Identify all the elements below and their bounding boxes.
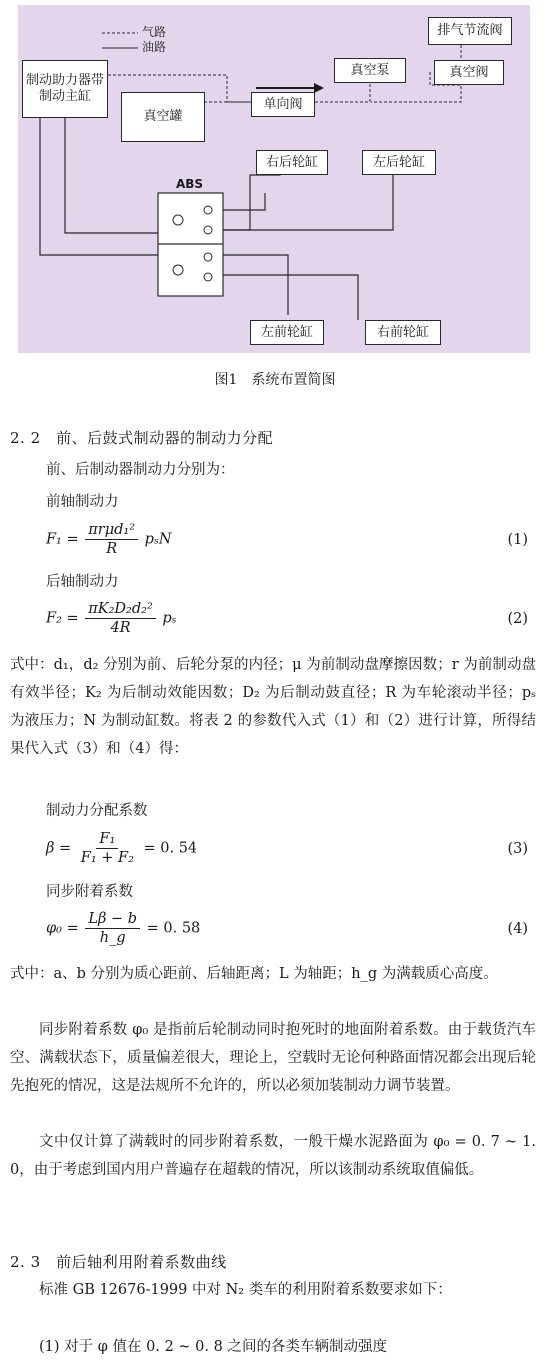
full-load-paragraph: 文中仅计算了满载时的同步附着系数，一般干燥水泥路面为 φ₀ = 0. 7 ~ 1. 0，由于考虑到国内用户普遍存在超载的情况，所以该制动系统取值偏低。 — [10, 1134, 536, 1178]
eq1-number: (1) — [507, 532, 528, 548]
eq2-tail: pₛ — [162, 610, 177, 627]
eq3-numerator: F₁ — [96, 830, 118, 849]
eq1-lhs: F₁ = — [46, 531, 79, 548]
eq3-lhs: β = — [46, 840, 72, 857]
phi-label: 同步附着系数 — [46, 884, 133, 900]
equation-3 — [46, 830, 197, 867]
rear-left-cylinder-box: 左后轮缸 — [362, 150, 436, 175]
check-valve-box: 单向阀 — [251, 92, 315, 117]
eq3-denominator: F₁ + F₂ — [80, 850, 134, 866]
equation-1 — [46, 521, 172, 558]
section-2-2-intro: 前、后制动器制动力分别为： — [46, 462, 235, 478]
front-axle-label: 前轴制动力 — [46, 494, 119, 510]
system-layout-figure — [18, 5, 530, 353]
sync-adhesion-paragraph: 同步附着系数 φ₀ 是指前后轮制动同时抱死时的地面附着系数。由于载货汽车空、满载状态下，质量偏差很大，理论上，空载时无论何种路面情况都会出现后轮先抱死的情况，这是法规所不允许的，所以必须加装制动力调节装置。 — [10, 1022, 536, 1094]
vacuum-pump-box: 真空泵 — [334, 58, 406, 83]
eq4-denominator: h_g — [99, 930, 126, 946]
eq3-tail: = 0. 54 — [143, 840, 198, 857]
master-cylinder-box: 制动助力器带制动主缸 — [22, 60, 108, 118]
eq4-number: (4) — [507, 921, 528, 937]
eq2-lhs: F₂ = — [46, 610, 79, 627]
centroid-definitions-paragraph: 式中：a、b 分别为质心距前、后轴距离；L 为轴距；h_g 为满载质心高度。 — [10, 966, 498, 982]
legend-oil-label: 油路 — [142, 40, 167, 54]
section-2-3-heading: 2. 3 前后轴利用附着系数曲线 — [10, 1253, 227, 1271]
front-right-cylinder-box: 右前轮缸 — [365, 320, 441, 345]
equation-2 — [46, 600, 177, 637]
eq2-number: (2) — [507, 611, 528, 627]
eq4-numerator: Lβ − b — [85, 910, 140, 929]
eq3-number: (3) — [507, 841, 528, 857]
abs-label: ABS — [176, 177, 204, 191]
eq1-tail: pₛN — [144, 531, 172, 548]
rear-right-cylinder-box: 右后轮缸 — [256, 150, 328, 175]
eq2-denominator: 4R — [110, 620, 131, 636]
rear-axle-label: 后轴制动力 — [46, 574, 119, 590]
figure-caption: 图1 系统布置简图 — [214, 372, 336, 388]
exhaust-throttle-valve-box: 排气节流阀 — [428, 17, 512, 45]
eq2-numerator: πK₂D₂d₂² — [85, 600, 156, 619]
equation-4 — [46, 910, 200, 947]
eq4-tail: = 0. 58 — [146, 920, 201, 937]
beta-label: 制动力分配系数 — [46, 803, 148, 819]
front-left-cylinder-box: 左前轮缸 — [250, 320, 324, 345]
eq1-numerator: πrμd₁² — [85, 521, 138, 540]
vacuum-tank-box: 真空罐 — [121, 92, 205, 142]
eq4-lhs: φ₀ = — [46, 920, 79, 937]
figure-lines — [18, 5, 530, 353]
eq1-denominator: R — [106, 541, 118, 557]
legend-gas-label: 气路 — [142, 25, 167, 39]
standard-paragraph: 标准 GB 12676-1999 中对 N₂ 类车的利用附着系数要求如下： — [39, 1282, 452, 1298]
section-2-2-heading: 2. 2 前、后鼓式制动器的制动力分配 — [10, 429, 274, 447]
flow-arrow-head — [314, 83, 324, 93]
variable-definitions-paragraph: 式中：d₁，d₂ 分别为前、后轮分泵的内径；μ 为前制动盘摩擦因数；r 为前制动盘有效半径；K₂ 为后制动效能因数；D₂ 为后制动鼓直径；R 为车轮滚动半径；pₛ 为液压力；N 为制动缸数。将表 2 的参数代入式（1）和（2）进行计算，所得结果代入式（3）和（4）得： — [10, 657, 536, 757]
requirement-item-1: (1) 对于 φ 值在 0. 2 ~ 0. 8 之间的各类车辆制动强度 — [39, 1339, 387, 1355]
vacuum-valve-box: 真空阀 — [434, 60, 504, 85]
